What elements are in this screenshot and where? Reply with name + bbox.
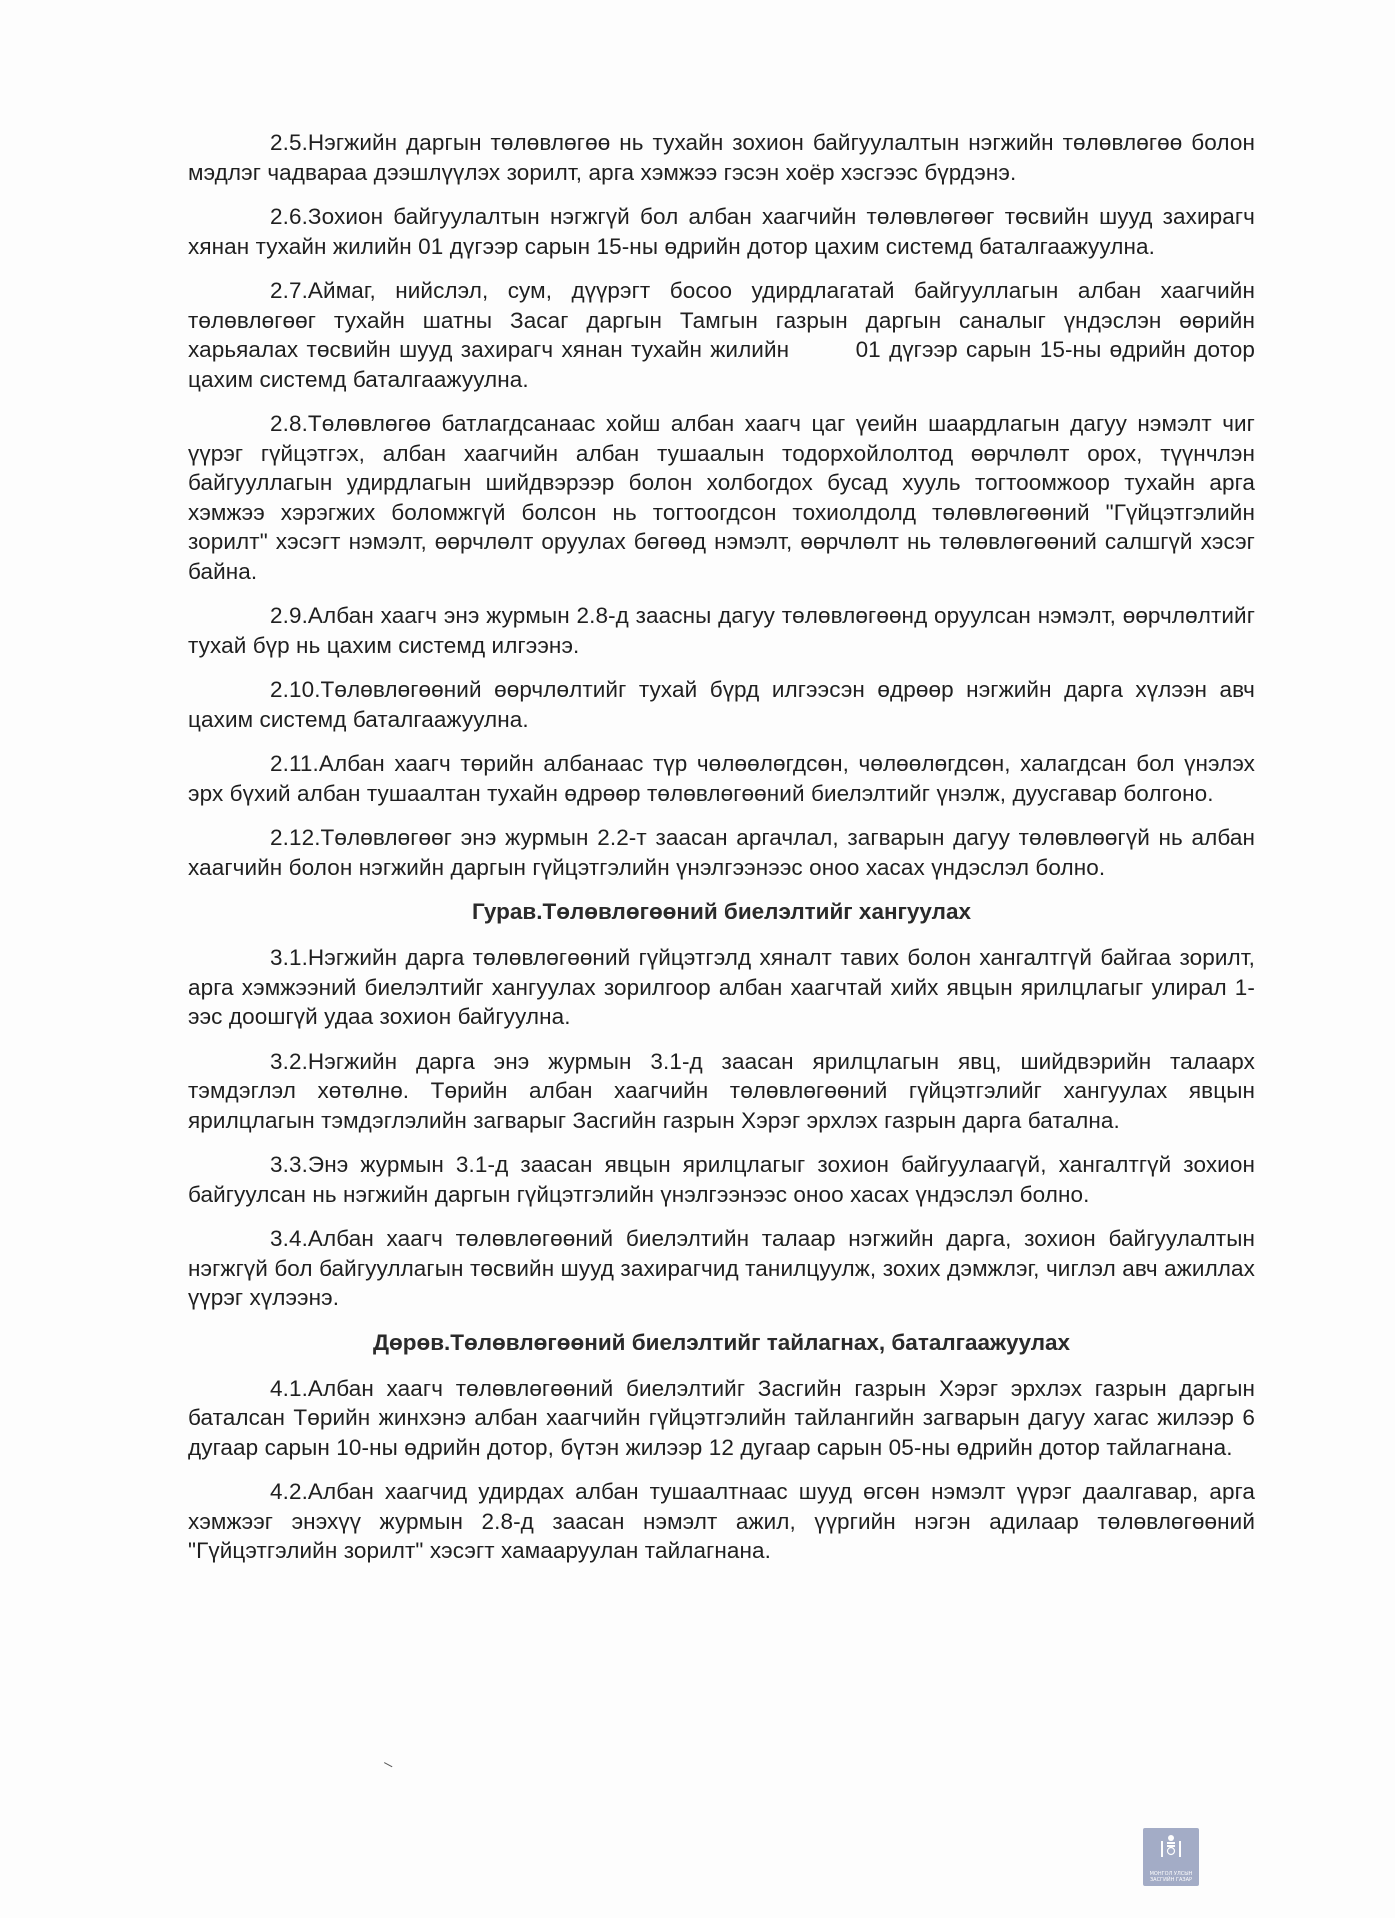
paragraph-4-2: 4.2.Албан хаагчид удирдах албан тушаалтнаас шууд өгсөн нэмэлт үүрэг даалгавар, арга хэмжээг энэхүү журмын 2.8-д заасан нэмэлт ажил, үүргийн нэгэн адилаар төлөвлөгөөний "Гүйцэтгэлийн зорилт" хэсэгт хамааруулан тайлагнана. bbox=[188, 1479, 1255, 1563]
seal-text-line-2: ЗАСГИЙН ГАЗАР bbox=[1149, 1877, 1193, 1883]
paragraph-2-7: 2.7.Аймаг, нийслэл, сум, дүүрэгт босоо удирдлагатай байгууллагын албан хаагчийн төлөвлөгөөг тухайн шатны Засаг даргын Тамгын газрын даргын саналыг үндэслэн өөрийн харьяалах төсвийн шууд захирагч хянан тухайн жилийн 01 дүгээр сарын 15-ны өдрийн дотор цахим системд баталгаажуулна. bbox=[188, 278, 1262, 392]
paragraph-3-3: 3.3.Энэ журмын 3.1-д заасан явцын ярилцлагыг зохион байгуулаагүй, хангалтгүй зохион байгуулсан нь нэгжийн даргын гүйцэтгэлийн үнэлгээнээс оноо хасах үндэслэл болно. bbox=[188, 1152, 1255, 1207]
paragraph-2-10: 2.10.Төлөвлөгөөний өөрчлөлтийг тухай бүрд илгээсэн өдрөөр нэгжийн дарга хүлээн авч цахим системд баталгаажуулна. bbox=[188, 677, 1255, 732]
seal-text-line-1: МОНГОЛ УЛСЫН bbox=[1149, 1871, 1193, 1877]
paragraph-2-11: 2.11.Албан хаагч төрийн албанаас түр чөлөөлөгдсөн, чөлөөлөгдсөн, халагдсан бол үнэлэх эрх бүхий албан тушаалтан тухайн өдрөөр төлөвлөгөөний биелэлтийг үнэлж, дуусгавар болгоно. bbox=[188, 751, 1255, 806]
paragraph-2-5: 2.5.Нэгжийн даргын төлөвлөгөө нь тухайн зохион байгуулалтын нэгжийн төлөвлөгөө болон мэдлэг чадвараа дээшлүүлэх зорилт, арга хэмжээ гэсэн хоёр хэсгээс бүрдэнэ. bbox=[188, 130, 1255, 185]
paragraph-3-4: 3.4.Албан хаагч төлөвлөгөөний биелэлтийн талаар нэгжийн дарга, зохион байгуулалтын нэгжгүй бол байгууллагын төсвийн шууд захирагчид танилцуулж, зохих дэмжлэг, чиглэл авч ажиллах үүрэг хүлээнэ. bbox=[188, 1226, 1255, 1310]
paragraph-3-2: 3.2.Нэгжийн дарга энэ журмын 3.1-д заасан ярилцлагын явц, шийдвэрийн талаарх тэмдэглэл хөтөлнө. Төрийн албан хаагчийн төлөвлөгөөний гүйцэтгэлийг хангуулах явцын ярилцлагын тэмдэглэлийн загварыг Засгийн газрын Хэрэг эрхлэх газрын дарга батална. bbox=[188, 1048, 1255, 1133]
paragraph-4-1: 4.1.Албан хаагч төлөвлөгөөний биелэлтийг Засгийн газрын Хэрэг эрхлэх газрын даргын баталсан Төрийн жинхэнэ албан хаагчийн гүйцэтгэлийн тайлангийн загварын дагуу хагас жилээр 6 дугаар сарын 10-ны өдрийн дотор, бүтэн жилээр 12 дугаар сарын 05-ны өдрийн дотор тайлагнана. bbox=[188, 1375, 1255, 1460]
paragraph-3-1: 3.1.Нэгжийн дарга төлөвлөгөөний гүйцэтгэлд хяналт тавих болон хангалтгүй байгаа зорилт, арга хэмжээний биелэлтийг хангуулах зорилгоор албан хаагчтай хийх явцын ярилцлагыг улирал 1-ээс доошгүй удаа зохион байгуулна. bbox=[188, 945, 1255, 1029]
soyombo-emblem-icon bbox=[1158, 1833, 1184, 1859]
paragraph-2-6: 2.6.Зохион байгуулалтын нэгжгүй бол албан хаагчийн төлөвлөгөөг төсвийн шууд захирагч хянан тухайн жилийн 01 дүгээр сарын 15-ны өдрийн дотор цахим системд баталгаажуулна. bbox=[188, 204, 1255, 259]
paragraph-2-9: 2.9.Албан хаагч энэ журмын 2.8-д заасны дагуу төлөвлөгөөнд оруулсан нэмэлт, өөрчлөлтийг тухай бүр нь цахим системд илгээнэ. bbox=[188, 603, 1255, 658]
paragraph-2-12: 2.12.Төлөвлөгөөг энэ журмын 2.2-т заасан аргачлал, загварын дагуу төлөвлөөгүй нь албан хаагчийн болон нэгжийн даргын гүйцэтгэлийн үнэлгээнээс оноо хасах үндэслэл болно. bbox=[188, 825, 1255, 880]
document-body bbox=[188, 128, 1262, 1581]
pen-mark bbox=[383, 1762, 393, 1770]
section-heading-4: Дөрөв.Төлөвлөгөөний биелэлтийг тайлагнах, баталгаажуулах bbox=[372, 1329, 1071, 1355]
government-seal-watermark bbox=[1143, 1828, 1199, 1886]
section-heading-3: Гурав.Төлөвлөгөөний биелэлтийг хангуулах bbox=[472, 899, 971, 924]
paragraph-2-8: 2.8.Төлөвлөгөө батлагдсанаас хойш албан хаагч цаг үеийн шаардлагын дагуу нэмэлт чиг үүрэг гүйцэтгэх, албан хаагчийн албан тушаалын тодорхойлолтод өөрчлөлт орох, түүнчлэн байгууллагын удирдлагын шийдвэрээр болон холбогдох бусад хууль тогтоомжоор тухайн арга хэмжээ хэрэгжих боломжгүй болсон нь тогтоогдсон тохиолдолд төлөвлөгөөний "Гүйцэтгэлийн зорилт" хэсэгт нэмэлт, өөрчлөлт оруулах бөгөөд нэмэлт, өөрчлөлт нь төлөвлөгөөний салшгүй хэсэг байна. bbox=[188, 411, 1255, 584]
